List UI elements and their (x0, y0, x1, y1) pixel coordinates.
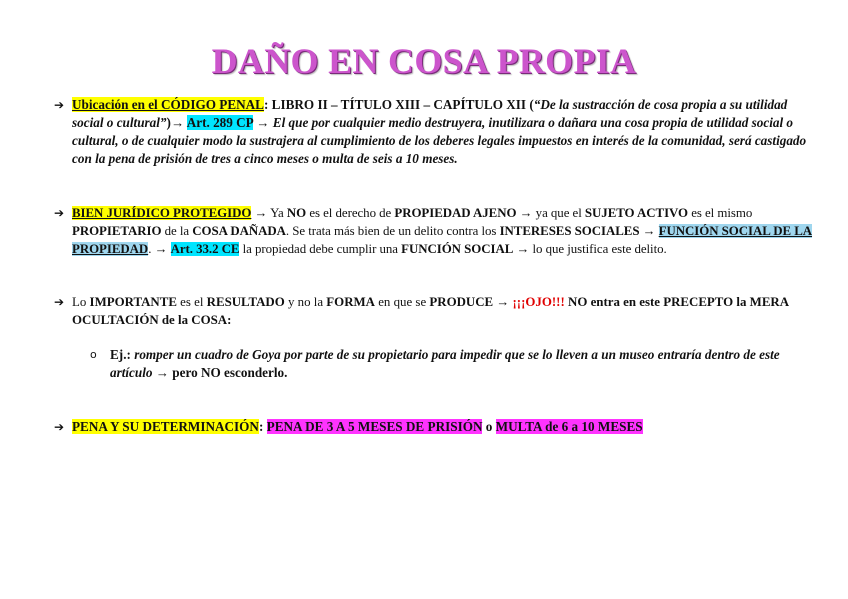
text-funcion-social: FUNCIÓN SOCIAL (401, 242, 514, 256)
small-arrow-icon: → (155, 365, 169, 380)
small-arrow-icon: → (154, 242, 168, 256)
text-se-trata: . Se trata más bien de un delito contra los (285, 224, 500, 238)
text-o: o (482, 419, 496, 434)
bullet-ubicacion (54, 96, 814, 168)
text-resultado: RESULTADO (206, 295, 285, 309)
text-cosa-danada: COSA DAÑADA (192, 224, 286, 238)
text-no: NO (286, 206, 307, 220)
small-arrow-icon: → (519, 206, 533, 220)
text-produce: PRODUCE (429, 295, 494, 309)
small-arrow-icon: → (496, 295, 510, 309)
text-lo: Lo (72, 295, 90, 309)
ejemplo-tail: pero NO esconderlo. (172, 365, 288, 380)
text-derecho: es el derecho de (306, 206, 395, 220)
circle-bullet-icon: o (90, 348, 97, 361)
paren-close: ) (166, 115, 171, 130)
text-importante: IMPORTANTE (89, 295, 177, 309)
small-arrow-icon: → (254, 206, 268, 220)
text-y-no-la: y no la (284, 295, 327, 309)
pena-multa: MULTA de 6 a 10 MESES (495, 419, 643, 434)
small-arrow-icon: → (256, 115, 270, 130)
page-title: DAÑO EN COSA PROPIA (211, 41, 637, 81)
text-la-propiedad: la propiedad debe cumplir una (239, 242, 402, 256)
small-arrow-icon: → (170, 115, 185, 130)
funcion-social-propiedad: FUNCIÓN SOCIAL DE LA PROPIEDAD (72, 224, 813, 256)
small-arrow-icon: → (516, 242, 530, 256)
text-de-la: de la (161, 224, 193, 238)
text-ya: Ya (270, 206, 287, 220)
bullet-importante (54, 293, 814, 329)
text-justifica: lo que justifica este delito. (532, 242, 667, 256)
sub-bullet-ejemplo: o Ej.: romper un cuadro de Goya por parte de su propietario para impedir que se lo lleven a un museo entraría dentro de este artículo → pero NO esconderlo. (90, 347, 780, 380)
ejemplo-text: romper un cuadro de Goya por parte de su propietario para impedir que se lo lleven a un museo entraría dentro de este artículo (110, 347, 780, 380)
text-en-que-se: en que se (374, 295, 430, 309)
text-es-el-mismo: es el mismo (688, 206, 753, 220)
text-forma: FORMA (326, 295, 375, 309)
ubicacion-quote: “De la sustracción de cosa propia a su utilidad social o cultural” (72, 97, 788, 130)
pena-label: PENA Y SU DETERMINACIÓN (72, 419, 259, 434)
text-sujeto-activo: SUJETO ACTIVO (584, 206, 689, 220)
bullet-bien-juridico (54, 204, 814, 258)
ubicacion-label: Ubicación en el CÓDIGO PENAL (72, 97, 264, 112)
text-es-el: es el (176, 295, 207, 309)
pena-prision: PENA DE 3 A 5 MESES DE PRISIÓN (266, 419, 483, 434)
text-propietario: PROPIETARIO (72, 224, 162, 238)
text-no-entra: NO entra en este PRECEPTO la MERA OCULTACIÓN de la COSA: (72, 295, 789, 327)
arrow-bullet-icon: ➔ (54, 295, 65, 309)
ubicacion-text: : LIBRO II – TÍTULO XIII – CAPÍTULO XII ( (263, 97, 534, 112)
ojo-warning: ¡¡¡OJO!!! (512, 295, 565, 309)
art-289-badge: Art. 289 CP (186, 115, 253, 130)
arrow-bullet-icon: ➔ (54, 206, 65, 220)
ejemplo-label: Ej. (110, 347, 127, 362)
bullet-pena (54, 418, 814, 436)
small-arrow-icon: → (642, 224, 656, 238)
text-propiedad-ajeno: PROPIEDAD AJENO (394, 206, 517, 220)
art-33-badge: Art. 33.2 CE (170, 242, 240, 256)
bien-juridico-label: BIEN JURÍDICO PROTEGIDO (72, 206, 252, 220)
arrow-bullet-icon: ➔ (54, 420, 65, 434)
art-289-text: El que por cualquier medio destruyera, inutilizara o dañara una cosa propia de utilidad social o cultural, o de cualquier modo la sustrajera al cumplimiento de los deberes legales impuestos en interés de la comunidad, será castigado con la pena de prisión de tres a cinco meses o multa de seis a 10 meses. (72, 115, 807, 166)
text-intereses-sociales: INTERESES SOCIALES (499, 224, 640, 238)
text-ya-que: ya que el (535, 206, 585, 220)
text-period: . (148, 242, 152, 256)
arrow-bullet-icon: ➔ (54, 98, 65, 112)
pena-colon: : (258, 419, 264, 434)
